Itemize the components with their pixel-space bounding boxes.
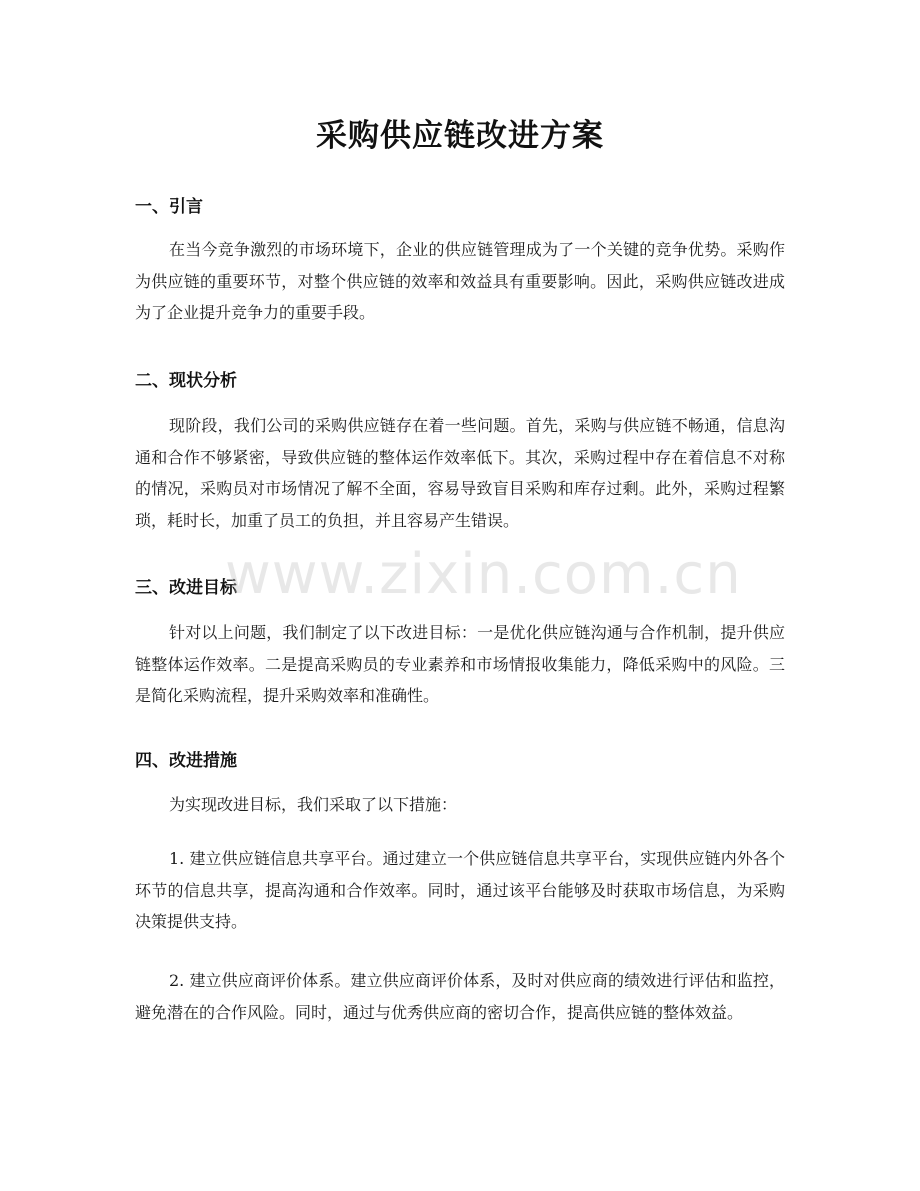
paragraph-measure-1: 1. 建立供应链信息共享平台。通过建立一个供应链信息共享平台，实现供应链内外各个环节的信息共享，提高沟通和合作效率。同时，通过该平台能够及时获取市场信息，为采购决策提供支持。 [135,849,785,931]
section-heading-intro: 一、引言 [135,197,203,217]
document-title: 采购供应链改进方案 [316,118,604,154]
paragraph-measure-2: 2. 建立供应商评价体系。建立供应商评价体系，及时对供应商的绩效进行评估和监控，避免潜在的合作风险。同时，通过与优秀供应商的密切合作，提高供应链的整体效益。 [135,971,785,1022]
section-heading-analysis: 二、现状分析 [135,371,237,391]
watermark: www.zixin.com.cn [225,542,742,607]
paragraph-intro: 在当今竞争激烈的市场环境下，企业的供应链管理成为了一个关键的竞争优势。采购作为供应链的重要环节，对整个供应链的效率和效益具有重要影响。因此，采购供应链改进成为了企业提升竞争力的重要手段。 [135,240,785,322]
section-heading-goals: 三、改进目标 [135,578,237,598]
paragraph-goals: 针对以上问题，我们制定了以下改进目标：一是优化供应链沟通与合作机制，提升供应链整体运作效率。二是提高采购员的专业素养和市场情报收集能力，降低采购中的风险。三是简化采购流程，提升采购效率和准确性。 [135,623,785,705]
paragraph-measures-intro: 为实现改进目标，我们采取了以下措施： [169,795,458,814]
paragraph-analysis: 现阶段，我们公司的采购供应链存在着一些问题。首先，采购与供应链不畅通，信息沟通和合作不够紧密，导致供应链的整体运作效率低下。其次，采购过程中存在着信息不对称的情况，采购员对市场情况了解不全面，容易导致盲目采购和库存过剩。此外，采购过程繁琐，耗时长，加重了员工的负担，并且容易产生错误。 [135,416,785,530]
section-heading-measures: 四、改进措施 [135,751,237,771]
